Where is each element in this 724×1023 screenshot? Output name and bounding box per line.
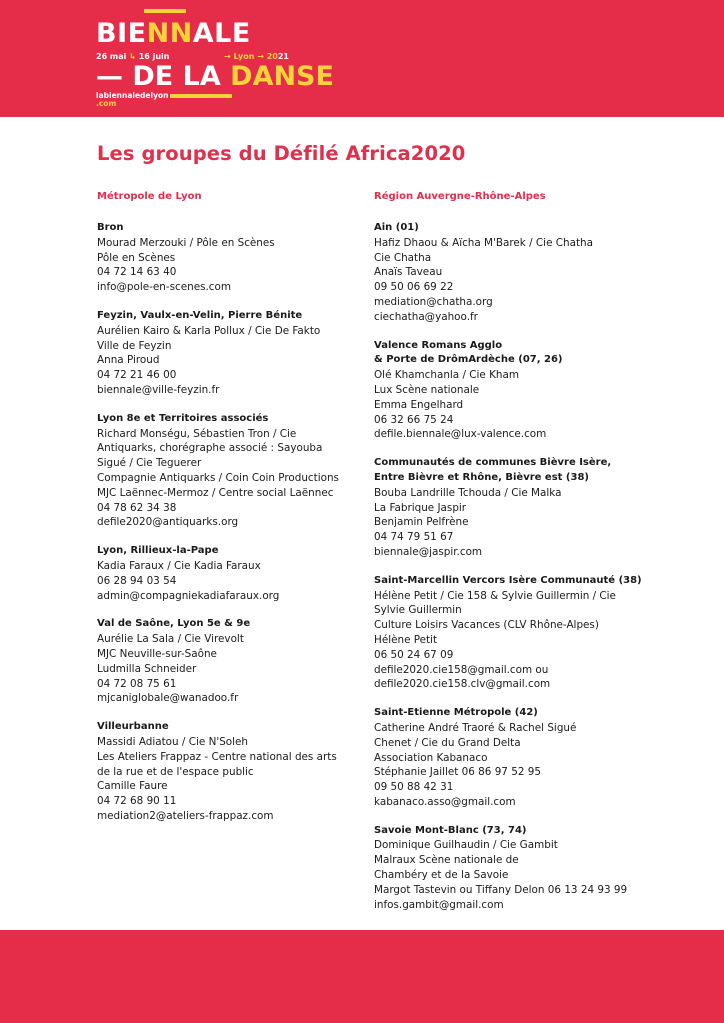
group-detail: Lux Scène nationale (374, 383, 480, 396)
group-detail: Cie Chatha (374, 251, 432, 264)
date-start: 26 mai (96, 52, 127, 61)
group-detail: Massidi Adiatou / Cie N'Soleh (97, 735, 249, 748)
group-detail: Catherine André Traoré & Rachel Sigué (374, 721, 577, 734)
group-email: info@pole-en-scenes.com (97, 281, 231, 294)
group-detail: Sylvie Guillermin (374, 604, 462, 617)
logo-url (96, 92, 168, 108)
group-detail: Antiquarks, chorégraphe associé : Sayouba (97, 442, 323, 455)
group-entry (97, 617, 357, 706)
group-entry (374, 574, 642, 692)
group-detail: Mourad Merzouki / Pôle en Scènes (97, 236, 275, 249)
group-location: Entre Bièvre et Rhône, Bièvre est (38) (374, 471, 589, 483)
group-detail: Richard Monségu, Sébastien Tron / Cie (97, 427, 297, 440)
group-phone: 04 74 79 51 67 (374, 531, 454, 544)
logo-year: 21 (277, 52, 289, 61)
logo-city: → Lyon → 20 (224, 52, 278, 61)
logo-text: BIE (96, 18, 147, 49)
group-entry (97, 309, 357, 398)
logo-text: — DE LA (96, 61, 231, 92)
group-entry (374, 221, 628, 325)
logo-accent-bar (144, 9, 186, 13)
group-list (374, 221, 642, 912)
logo-url-tld: .com (96, 99, 117, 108)
group-email: kabanaco.asso@gmail.com (374, 795, 516, 808)
group-phone: 09 50 06 69 22 (374, 281, 454, 294)
footer-band (0, 930, 724, 1023)
group-detail: Hélène Petit / Cie 158 & Sylvie Guillermin / Cie (374, 589, 616, 602)
group-detail: Kadia Faraux / Cie Kadia Faraux (97, 559, 261, 572)
group-entry (374, 706, 628, 810)
group-location: Valence Romans Agglo (374, 339, 503, 351)
logo-word-danse (96, 63, 334, 90)
column-heading: Métropole de Lyon (97, 191, 202, 202)
group-detail: Aurélien Kairo & Karla Pollux / Cie De Fakto (97, 324, 321, 337)
logo-word-biennale (96, 20, 251, 47)
header-band (0, 0, 724, 117)
logo-url-bar (170, 94, 232, 98)
logo-dates (96, 52, 170, 61)
group-email: infos.gambit@gmail.com (374, 898, 504, 911)
group-phone: 04 72 21 46 00 (97, 369, 177, 382)
group-detail: Association Kabanaco (374, 751, 488, 764)
group-location: Villeurbanne (97, 721, 169, 733)
group-location: Saint-Marcellin Vercors Isère Communauté (38) (374, 574, 642, 586)
group-location: Lyon, Rillieux-la-Pape (97, 545, 219, 557)
group-location: Lyon 8e et Territoires associés (97, 412, 269, 424)
group-email: defile2020.cie158@gmail.com ou (374, 663, 549, 676)
page-title: Les groupes du Défilé Africa2020 (97, 142, 466, 165)
group-email: admin@compagniekadiafaraux.org (97, 589, 280, 602)
group-location: Val de Saône, Lyon 5e & 9e (97, 618, 251, 630)
group-location: & Porte de DrômArdèche (07, 26) (374, 354, 563, 366)
group-phone: 04 72 14 63 40 (97, 266, 177, 279)
group-phone: 04 72 08 75 61 (97, 677, 177, 690)
group-detail: Aurélie La Sala / Cie Virevolt (97, 633, 244, 646)
group-location: Bron (97, 222, 124, 233)
group-email: defile.biennale@lux-valence.com (374, 428, 547, 441)
group-list (97, 221, 357, 824)
group-detail: Margot Tastevin ou Tiffany Delon 06 13 24 93 99 (374, 883, 628, 896)
group-location: Saint-Etienne Métropole (42) (374, 707, 538, 719)
group-location: Ain (01) (374, 222, 419, 233)
group-detail: Culture Loisirs Vacances (CLV Rhône-Alpes) (374, 619, 599, 632)
logo-city-year (224, 52, 289, 61)
group-entry (374, 824, 628, 913)
group-detail: Stéphanie Jaillet 06 86 97 52 95 (374, 766, 541, 779)
group-detail: Dominique Guilhaudin / Cie Gambit (374, 839, 558, 852)
group-location: Savoie Mont-Blanc (73, 74) (374, 824, 527, 836)
column-region (374, 190, 642, 926)
group-detail: Bouba Landrille Tchouda / Cie Malka (374, 486, 562, 499)
group-detail: Chenet / Cie du Grand Delta (374, 736, 521, 749)
logo-text: ALE (192, 18, 251, 49)
group-detail: Sigué / Cie Teguerer (97, 457, 202, 470)
group-detail: Benjamin Pelfrène (374, 516, 469, 529)
group-phone: 04 72 68 90 11 (97, 795, 177, 808)
group-detail: Hélène Petit (374, 633, 438, 646)
group-location: Feyzin, Vaulx-en-Velin, Pierre Bénite (97, 309, 303, 321)
group-detail: Ludmilla Schneider (97, 662, 197, 675)
logo-url-name: labiennaledelyon (96, 91, 169, 100)
group-detail: de la rue et de l'espace public (97, 765, 254, 778)
group-detail: Anna Piroud (97, 354, 160, 367)
group-email: mediation2@ateliers-frappaz.com (97, 809, 274, 822)
group-detail: MJC Laënnec-Mermoz / Centre social Laënnec (97, 486, 334, 499)
group-phone: 06 28 94 03 54 (97, 574, 177, 587)
group-detail: Camille Faure (97, 780, 168, 793)
group-entry (97, 544, 357, 603)
group-email: biennale@ville-feyzin.fr (97, 383, 220, 396)
group-detail: Malraux Scène nationale de (374, 854, 519, 867)
group-detail: Ville de Feyzin (97, 339, 172, 352)
group-location: Communautés de communes Bièvre Isère, (374, 457, 612, 469)
group-email: defile2020.cie158.clv@gmail.com (374, 678, 551, 691)
group-detail: MJC Neuville-sur-Saône (97, 647, 217, 660)
biennale-logo (96, 8, 334, 108)
group-phone: 06 50 24 67 09 (374, 648, 454, 661)
group-email: biennale@jaspir.com (374, 545, 483, 558)
group-detail: Pôle en Scènes (97, 251, 176, 264)
group-phone: 06 32 66 75 24 (374, 413, 454, 426)
group-entry (374, 339, 628, 443)
group-detail: Les Ateliers Frappaz - Centre national des arts (97, 750, 337, 763)
group-detail: Compagnie Antiquarks / Coin Coin Productions (97, 471, 339, 484)
group-phone: 04 78 62 34 38 (97, 501, 177, 514)
group-email: mjcaniglobale@wanadoo.fr (97, 692, 239, 705)
group-detail: Olé Khamchanla / Cie Kham (374, 369, 519, 382)
logo-text-accent: NN (146, 18, 193, 49)
arrow-icon: ↳ (129, 52, 136, 61)
column-heading: Région Auvergne-Rhône-Alpes (374, 191, 546, 202)
group-phone: 09 50 88 42 31 (374, 781, 454, 794)
date-end: 16 juin (138, 52, 170, 61)
group-detail: Emma Engelhard (374, 398, 464, 411)
group-detail: Hafiz Dhaou & Aïcha M'Barek / Cie Chatha (374, 236, 593, 249)
group-entry (97, 221, 357, 295)
group-detail: Chambéry et de la Savoie (374, 869, 509, 882)
logo-text-accent: DANSE (230, 61, 334, 92)
group-email: mediation@chatha.org (374, 295, 493, 308)
group-email: defile2020@antiquarks.org (97, 516, 239, 529)
group-entry (374, 456, 628, 560)
group-email: ciechatha@yahoo.fr (374, 310, 478, 323)
group-detail: La Fabrique Jaspir (374, 501, 467, 514)
column-metropole (97, 190, 357, 838)
group-entry (97, 720, 357, 824)
group-entry (97, 412, 357, 530)
group-detail: Anaïs Taveau (374, 266, 443, 279)
